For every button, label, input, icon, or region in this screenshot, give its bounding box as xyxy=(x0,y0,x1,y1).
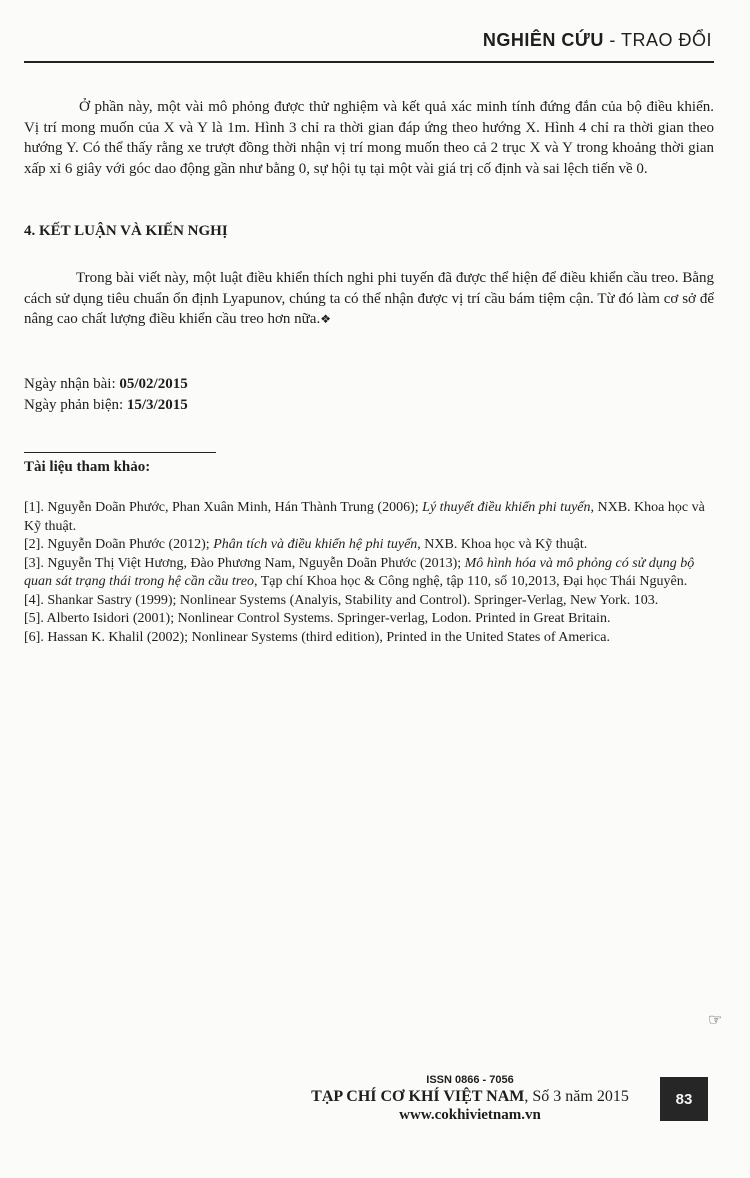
received-date-line xyxy=(24,374,188,395)
ref-text: [1]. Nguyễn Doãn Phước, Phan Xuân Minh, Hán Thành Trung (2006); xyxy=(24,500,423,515)
ref-text: [2]. Nguyễn Doãn Phước (2012); xyxy=(24,537,214,552)
journal-title: TẠP CHÍ CƠ KHÍ VIỆT NAM xyxy=(311,1088,525,1105)
ref-title-italic: Mô hình hóa và mô phỏng có sử dụng bộ quan sát trạng thái trong hệ cần cầu treo xyxy=(24,555,695,589)
ref-text: , NXB. Khoa học và Kỹ thuật. xyxy=(24,500,705,534)
reference-item xyxy=(24,592,714,611)
ref-text: , Tạp chí Khoa học & Công nghệ, tập 110, số 10,2013, Đại học Thái Nguyên. xyxy=(253,574,688,589)
reference-item xyxy=(24,499,714,536)
issn: ISSN 0866 - 7056 xyxy=(426,1074,514,1086)
intro-paragraph: Ở phần này, một vài mô phỏng được thử nghiệm và kết quả xác minh tính đứng đắn của bộ điều khiển. Vị trí mong muốn của X và Y là 1m. Hình 3 chỉ ra thời gian đáp ứng theo hướng X. Hình 4 chỉ ra thời gian theo hướng Y. Có thể thấy rằng xe trượt đồng thời nhận vị trí mong muốn theo cả 2 trục X và Y trong khoảng thời gian xấp xỉ 6 giây với góc dao động gần như bằng 0, sự hội tụ tại một vài giá trị cố định và sai lệch tiến về 0. xyxy=(24,99,714,177)
ref-title-italic: Phân tích và điều khiển hệ phi tuyến xyxy=(213,537,418,552)
ref-title-italic: Lý thuyết điều khiển phi tuyến xyxy=(422,500,591,515)
conclusion-paragraph xyxy=(24,268,714,330)
page-number: 83 xyxy=(660,1077,708,1121)
review-date-line xyxy=(24,395,188,416)
references-rule xyxy=(24,452,216,453)
reference-item xyxy=(24,555,714,592)
ref-text: , NXB. Khoa học và Kỹ thuật. xyxy=(417,537,588,552)
received-value: 05/02/2015 xyxy=(119,376,188,392)
journal-issue: , Số 3 năm 2015 xyxy=(524,1088,629,1105)
header-section-bold: NGHIÊN CỨU xyxy=(482,30,604,50)
ref-text: [6]. Hassan K. Khalil (2002); Nonlinear Systems (third edition), Printed in the United States of America. xyxy=(24,629,610,645)
website: www.cokhivietnam.vn xyxy=(399,1107,541,1123)
section-heading: 4. KẾT LUẬN VÀ KIẾN NGHỊ xyxy=(24,223,228,239)
reference-list xyxy=(24,499,714,647)
article-dates xyxy=(24,374,188,416)
review-value: 15/3/2015 xyxy=(126,397,188,413)
header-rule xyxy=(24,61,714,63)
page-footer xyxy=(280,1074,660,1124)
ref-text: [4]. Shankar Sastry (1999); Nonlinear Systems (Analyis, Stability and Control). Springer-Verlag, New York. 103. xyxy=(24,592,659,608)
journal-name xyxy=(280,1088,660,1106)
received-label: Ngày nhận bài: xyxy=(24,376,120,392)
pointing-hand-icon: ☞ xyxy=(708,1012,723,1029)
ref-text: [3]. Nguyễn Thị Việt Hương, Đào Phương Nam, Nguyễn Doãn Phước (2013); xyxy=(24,555,465,571)
reference-item xyxy=(24,629,714,648)
reference-item xyxy=(24,610,714,629)
ref-text: [5]. Alberto Isidori (2001); Nonlinear Control Systems. Springer-verlag, Lodon. Printed in Great Britain. xyxy=(24,611,611,626)
conclusion-text: Trong bài viết này, một luật điều khiển thích nghi phi tuyến đã được thể hiện để điều khiển cầu treo. Bằng cách sử dụng tiêu chuẩn ổn định Lyapunov, chúng ta có thể nhận được vị trí cầu bám tiệm cận. Từ đó làm cơ sở để nâng cao chất lượng điều khiển cầu treo hơn nữa. xyxy=(24,270,714,327)
reference-item xyxy=(24,536,714,555)
end-mark-icon: ❖ xyxy=(320,312,331,326)
review-label: Ngày phản biện: xyxy=(24,397,127,413)
references-title: Tài liệu tham khảo: xyxy=(24,459,151,475)
running-header xyxy=(483,30,712,51)
header-section-rest: - TRAO ĐỔI xyxy=(603,30,712,50)
